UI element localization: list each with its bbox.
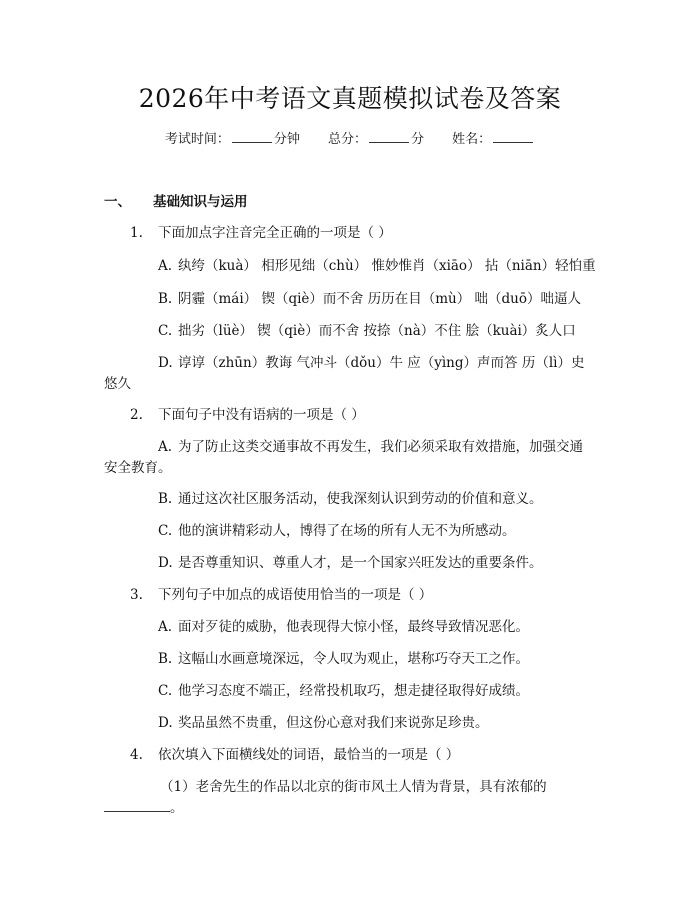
option-text: 他的演讲精彩动人，博得了在场的所有人无不为所感动。 [178, 523, 516, 539]
q4-sub-1: （1）老舍先生的作品以北京的街市风土人情为背景，具有浓郁的 [160, 779, 547, 795]
option-label: B. [158, 491, 173, 507]
q3-option-a [158, 617, 529, 637]
question-1 [130, 223, 392, 243]
q3-option-c [158, 681, 529, 701]
option-text: 纨绔（kuà） 相形见绌（chù） 惟妙惟肖（xiāo） 拈（niān）轻怕重 [178, 258, 596, 274]
q2-option-d [158, 553, 543, 573]
exam-name [452, 132, 535, 147]
q2-option-a [158, 437, 583, 457]
option-label: B. [158, 651, 173, 667]
option-label: D. [158, 555, 173, 571]
question-number: 3. [130, 587, 143, 603]
option-text: 为了防止这类交通事故不再发生，我们必须采取有效措施，加强交通 [178, 439, 583, 455]
option-label: A. [158, 258, 173, 274]
question-number: 1. [130, 225, 143, 241]
exam-meta [0, 130, 700, 150]
question-4 [130, 745, 459, 765]
question-2 [130, 405, 365, 425]
section-number: 一、 [104, 194, 131, 210]
option-text: 是否尊重知识、尊重人才，是一个国家兴旺发达的重要条件。 [178, 555, 543, 571]
q1-option-d-continued: 悠久 [104, 376, 131, 392]
page-title: 2026年中考语文真题模拟试卷及答案 [138, 84, 562, 113]
q3-option-b [158, 649, 529, 669]
question-stem: 下面加点字注音完全正确的一项是（ ） [158, 225, 392, 241]
score-blank [369, 130, 409, 143]
question-3 [130, 585, 432, 605]
q2-option-a-continued: 安全教育。 [104, 460, 172, 476]
option-label: D. [158, 355, 173, 371]
option-text: 阴霾（mái） 锲（qiè）而不舍 历历在目（mù） 咄（duō）咄逼人 [178, 291, 581, 307]
time-label: 考试时间： [164, 132, 230, 147]
score-unit: 分 [411, 132, 425, 147]
section-heading [104, 192, 248, 212]
time-unit: 分钟 [273, 132, 300, 147]
option-label: C. [158, 523, 173, 539]
name-label: 姓名： [452, 132, 492, 147]
sentence-end: 。 [170, 800, 184, 816]
name-blank [493, 130, 533, 143]
option-label: A. [158, 619, 173, 635]
option-label: D. [158, 715, 173, 731]
question-stem: 依次填入下面横线处的词语，最恰当的一项是（ ） [158, 747, 460, 763]
question-stem: 下面句子中没有语病的一项是（ ） [158, 407, 365, 423]
option-text: 通过这次社区服务活动，使我深刻认识到劳动的价值和意义。 [178, 491, 543, 507]
time-blank [232, 130, 272, 143]
q1-option-a [158, 256, 596, 276]
question-stem: 下列句子中加点的成语使用恰当的一项是（ ） [158, 587, 433, 603]
option-text: 他学习态度不端正，经常投机取巧，想走捷径取得好成绩。 [178, 683, 529, 699]
question-number: 4. [130, 747, 143, 763]
option-label: B. [158, 291, 173, 307]
exam-score [328, 132, 424, 147]
q4-sub-1-continued [104, 798, 184, 818]
option-text: 拙劣（lüè） 锲（qiè）而不舍 按捺（nà）不住 脍（kuài）炙人口 [178, 323, 576, 339]
q2-option-c [158, 521, 516, 541]
q1-option-b [158, 289, 581, 309]
option-label: C. [158, 683, 173, 699]
option-text: 这幅山水画意境深远，令人叹为观止，堪称巧夺天工之作。 [178, 651, 529, 667]
option-label: C. [158, 323, 173, 339]
option-text: 谆谆（zhūn）教诲 气冲斗（dǒu）牛 应（yìng）声而答 历（lì）史 [178, 355, 585, 371]
exam-time [165, 132, 300, 147]
q3-option-d [158, 713, 489, 733]
section-title: 基础知识与运用 [153, 194, 248, 210]
q1-option-d [158, 353, 584, 373]
option-text: 奖品虽然不贵重，但这份心意对我们来说弥足珍贵。 [178, 715, 489, 731]
q2-option-b [158, 489, 543, 509]
option-label: A. [158, 439, 173, 455]
option-text: 面对歹徒的威胁，他表现得大惊小怪，最终导致情况恶化。 [178, 619, 529, 635]
question-number: 2. [130, 407, 143, 423]
q1-option-c [158, 321, 576, 341]
score-label: 总分： [327, 132, 367, 147]
answer-blank [104, 798, 170, 812]
